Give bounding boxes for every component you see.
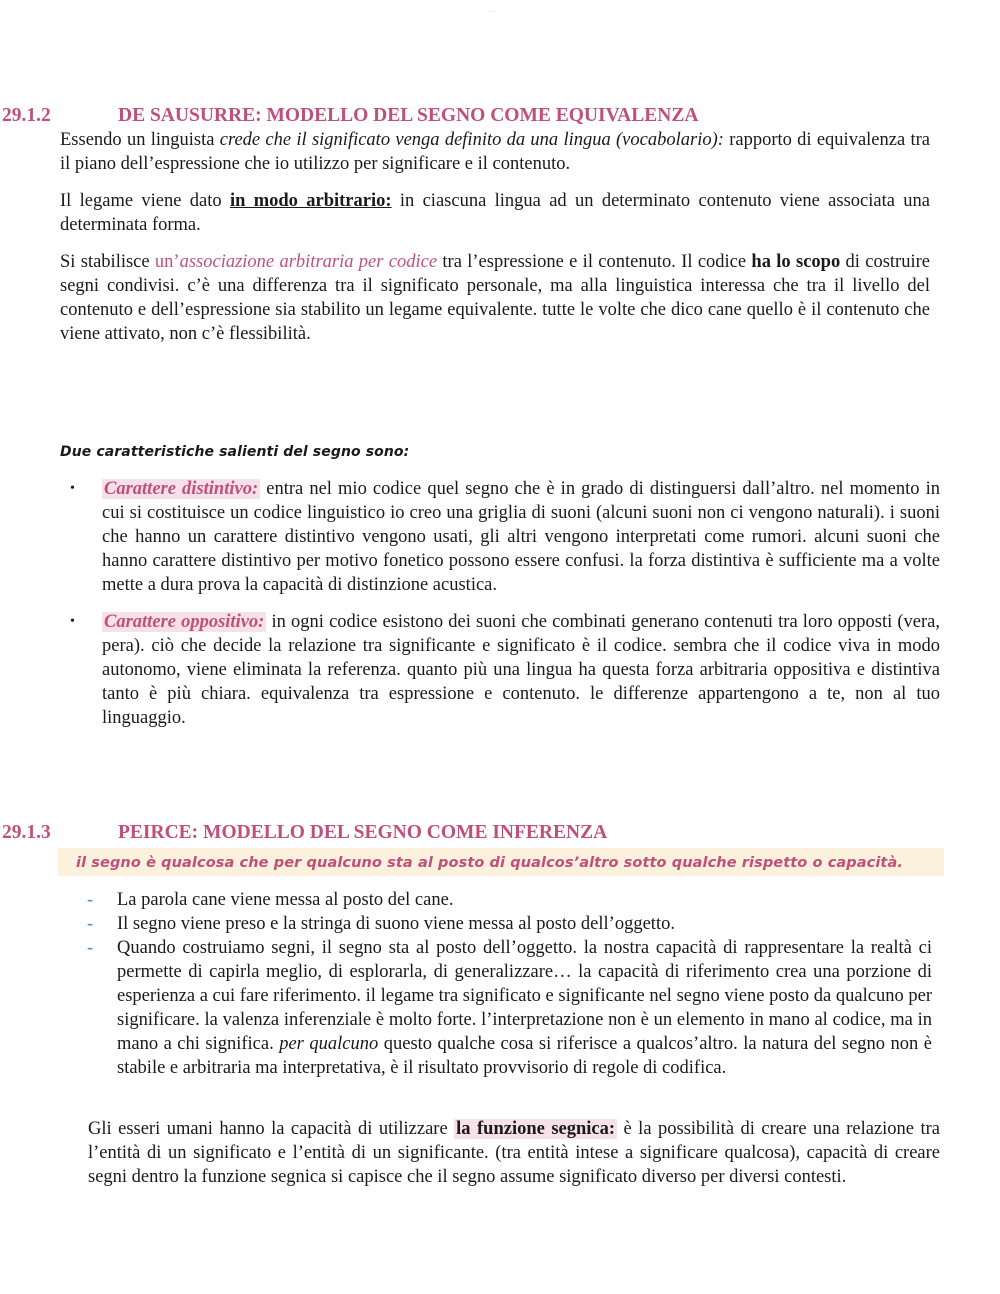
bullet-icon: • (70, 614, 75, 629)
list-item: - Quando costruiamo segni, il segno sta al posto dell’oggetto. la nostra capacità di rappresentare la realtà ci permette di capirla meglio, di esplorarla, di generalizzare… la capacità di riferimento crea una porzione di esperienza a cui fare riferimento. il legame tra significato e significante nel segno viene posto da qualcuno per significare. la valenza inferenziale è molto forte. l’interpretazione non è un elemento in mano al codice, ma in mano a chi significa. per qualcuno questo qualche cosa si riferisce a qualcos’altro. la natura del segno non è stabile e arbitraria ma interpretativa, è il risultato provvisorio di regole di codifica. (87, 938, 932, 1078)
paragraph-code-association: Si stabilisce un’associazione arbitraria per codice tra l’espressione e il contenuto. Il codice ha lo scopo di costruire segni condivisi. c’è una differenza tra il significato personale, ma alla linguistica interessa che tra il livello del contenuto e dell’espressione sia stabilito un legame equivalente. tutte le volte che dico cane quello è il contenuto che viene attivato, non c’è flessibilità. (60, 252, 930, 344)
list-item: • Carattere oppositivo: in ogni codice esistono dei suoni che combinati generano contenuti tra loro opposti (vera, pera). ciò che decide la relazione tra significante e significato è il codice. sembra che il codice viva in modo autonomo, viene eliminata la referenza. quanto più una lingua ha questa forza arbitraria oppositiva e distintiva tanto è più chiara. equivalenza tra espressione e contenuto. le differenze appartengono a te, non al tuo linguaggio. (70, 612, 940, 728)
section-number: 29.1.3 (2, 822, 51, 843)
section-title: DE SAUSURRE: MODELLO DEL SEGNO COME EQUIVALENZA (118, 105, 699, 126)
list-item: - La parola cane viene messa al posto del cane. (87, 890, 454, 910)
characteristics-list (70, 477, 940, 743)
dash-icon: - (87, 890, 94, 910)
list-item: - Il segno viene preso e la stringa di suono viene messa al posto dell’oggetto. (87, 914, 675, 934)
peirce-list (85, 888, 932, 1080)
bullet-label: Carattere oppositivo: (104, 612, 265, 632)
paragraph-arbitrary-bond: Il legame viene dato in modo arbitrario: in ciascuna lingua ad un determinato contenuto viene associata una determinata forma. (60, 191, 930, 235)
page-header-mark: ····· (490, 9, 497, 14)
paragraph-equivalence: Essendo un linguista crede che il significato venga definito da una lingua (vocabolario): rapporto di equivalenza tra il piano dell’espressione che io utilizzo per significare e il contenuto. (60, 130, 930, 174)
bullet-icon: • (70, 481, 75, 496)
definition-quote-box (58, 848, 944, 876)
bullet-label: Carattere distintivo: (104, 479, 259, 499)
definition-quote: il segno è qualcosa che per qualcuno sta al posto di qualcos’altro sotto qualche rispetto o capacità. (76, 855, 903, 871)
dash-icon: - (87, 914, 94, 934)
section-title: PEIRCE: MODELLO DEL SEGNO COME INFERENZA (118, 822, 608, 843)
dash-icon: - (87, 938, 94, 958)
list-item: • Carattere distintivo: entra nel mio codice quel segno che è in grado di distinguersi dall’altro. nel momento in cui si costituisce un codice linguistico io creo una griglia di suoni (alcuni suoni non ci vengono naturali). i suoni che hanno un carattere distintivo vengono usati, gli altri vengono interpretati come rumori. alcuni suoni che hanno carattere distintivo per motivo fonetico possono essere confusi. la forza distintiva è sufficiente ma a volte mette a dura prova la capacità di distinzione acustica. (70, 479, 941, 595)
characteristics-heading: Due caratteristiche salienti del segno sono: (60, 444, 410, 460)
paragraph-sign-function: Gli esseri umani hanno la capacità di utilizzare la funzione segnica: è la possibilità di creare una relazione tra l’entità di un significato e l’entità di un significante. (tra entità intese a significare qualcosa), capacità di creare segni dentro la funzione segnica si capisce che il segno assume significato diverso per diversi contesti. (88, 1119, 940, 1187)
section-number: 29.1.2 (2, 105, 51, 126)
